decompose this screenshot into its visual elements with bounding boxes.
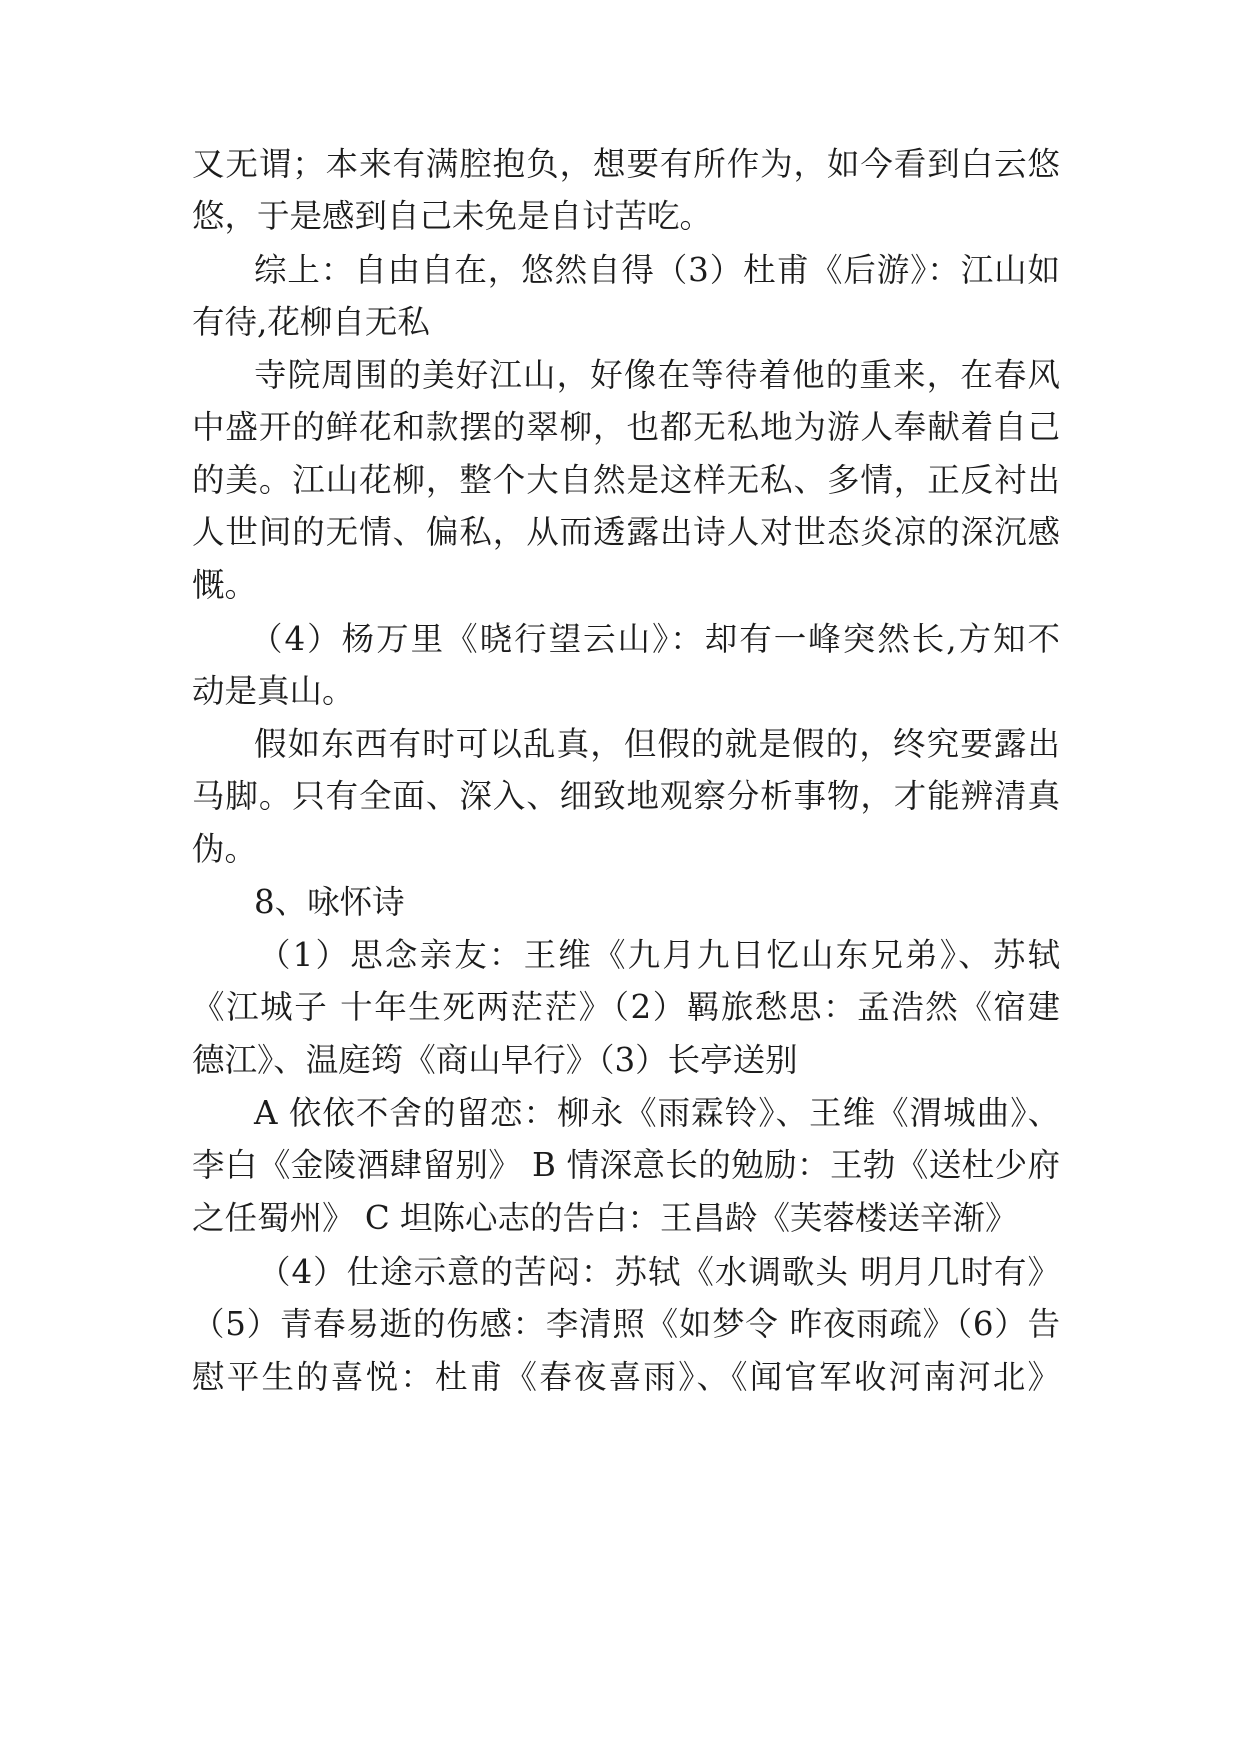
text-line: （5）青春易逝的伤感：李清照《如梦令 昨夜雨疏》（6）告 <box>192 1305 1060 1343</box>
text-line: 假如东西有时可以乱真，但假的就是假的，终究要露出 <box>254 725 1060 763</box>
text-line: 德江》、温庭筠《商山早行》（3）长亭送别 <box>192 1041 798 1079</box>
text-line: （4）仕途示意的苦闷：苏轼《水调歌头 明月几时有》 <box>258 1253 1060 1291</box>
text-line: （4）杨万里《晓行望云山》：却有一峰突然长,方知不 <box>250 620 1060 658</box>
text-line: 悠，于是感到自己未免是自讨苦吃。 <box>192 197 713 235</box>
text-line: 的美。江山花柳，整个大自然是这样无私、多情，正反衬出 <box>192 461 1060 499</box>
text-line: 又无谓；本来有满腔抱负，想要有所作为，如今看到白云悠 <box>192 145 1060 183</box>
text-line: 慨。 <box>192 566 258 604</box>
text-line: 伪。 <box>192 830 258 868</box>
text-line: （1）思念亲友：王维《九月九日忆山东兄弟》、苏轼 <box>258 936 1060 974</box>
text-line: A 依依不舍的留恋：柳永《雨霖铃》、王维《渭城曲》、 <box>254 1094 1060 1132</box>
text-line: 慰平生的喜悦：杜甫《春夜喜雨》、《闻官军收河南河北》 <box>192 1358 1060 1396</box>
text-line: 综上：自由自在，悠然自得（3）杜甫《后游》：江山如 <box>254 251 1060 289</box>
text-line: 李白《金陵酒肆留别》 B 情深意长的勉励：王勃《送杜少府 <box>192 1146 1060 1184</box>
text-line: 人世间的无情、偏私，从而透露出诗人对世态炎凉的深沉感 <box>192 513 1060 551</box>
text-line: 马脚。只有全面、深入、细致地观察分析事物，才能辨清真 <box>192 777 1060 815</box>
section-heading: 8、咏怀诗 <box>254 883 405 921</box>
text-line: 寺院周围的美好江山，好像在等待着他的重来，在春风 <box>254 356 1060 394</box>
text-line: 中盛开的鲜花和款摆的翠柳，也都无私地为游人奉献着自己 <box>192 408 1060 446</box>
text-line: 有待,花柳自无私 <box>192 303 430 341</box>
text-line: 《江城子 十年生死两茫茫》（2）羁旅愁思：孟浩然《宿建 <box>192 988 1060 1026</box>
text-line: 之任蜀州》 C 坦陈心志的告白：王昌龄《芙蓉楼送辛渐》 <box>192 1199 1018 1237</box>
text-line: 动是真山。 <box>192 672 355 710</box>
